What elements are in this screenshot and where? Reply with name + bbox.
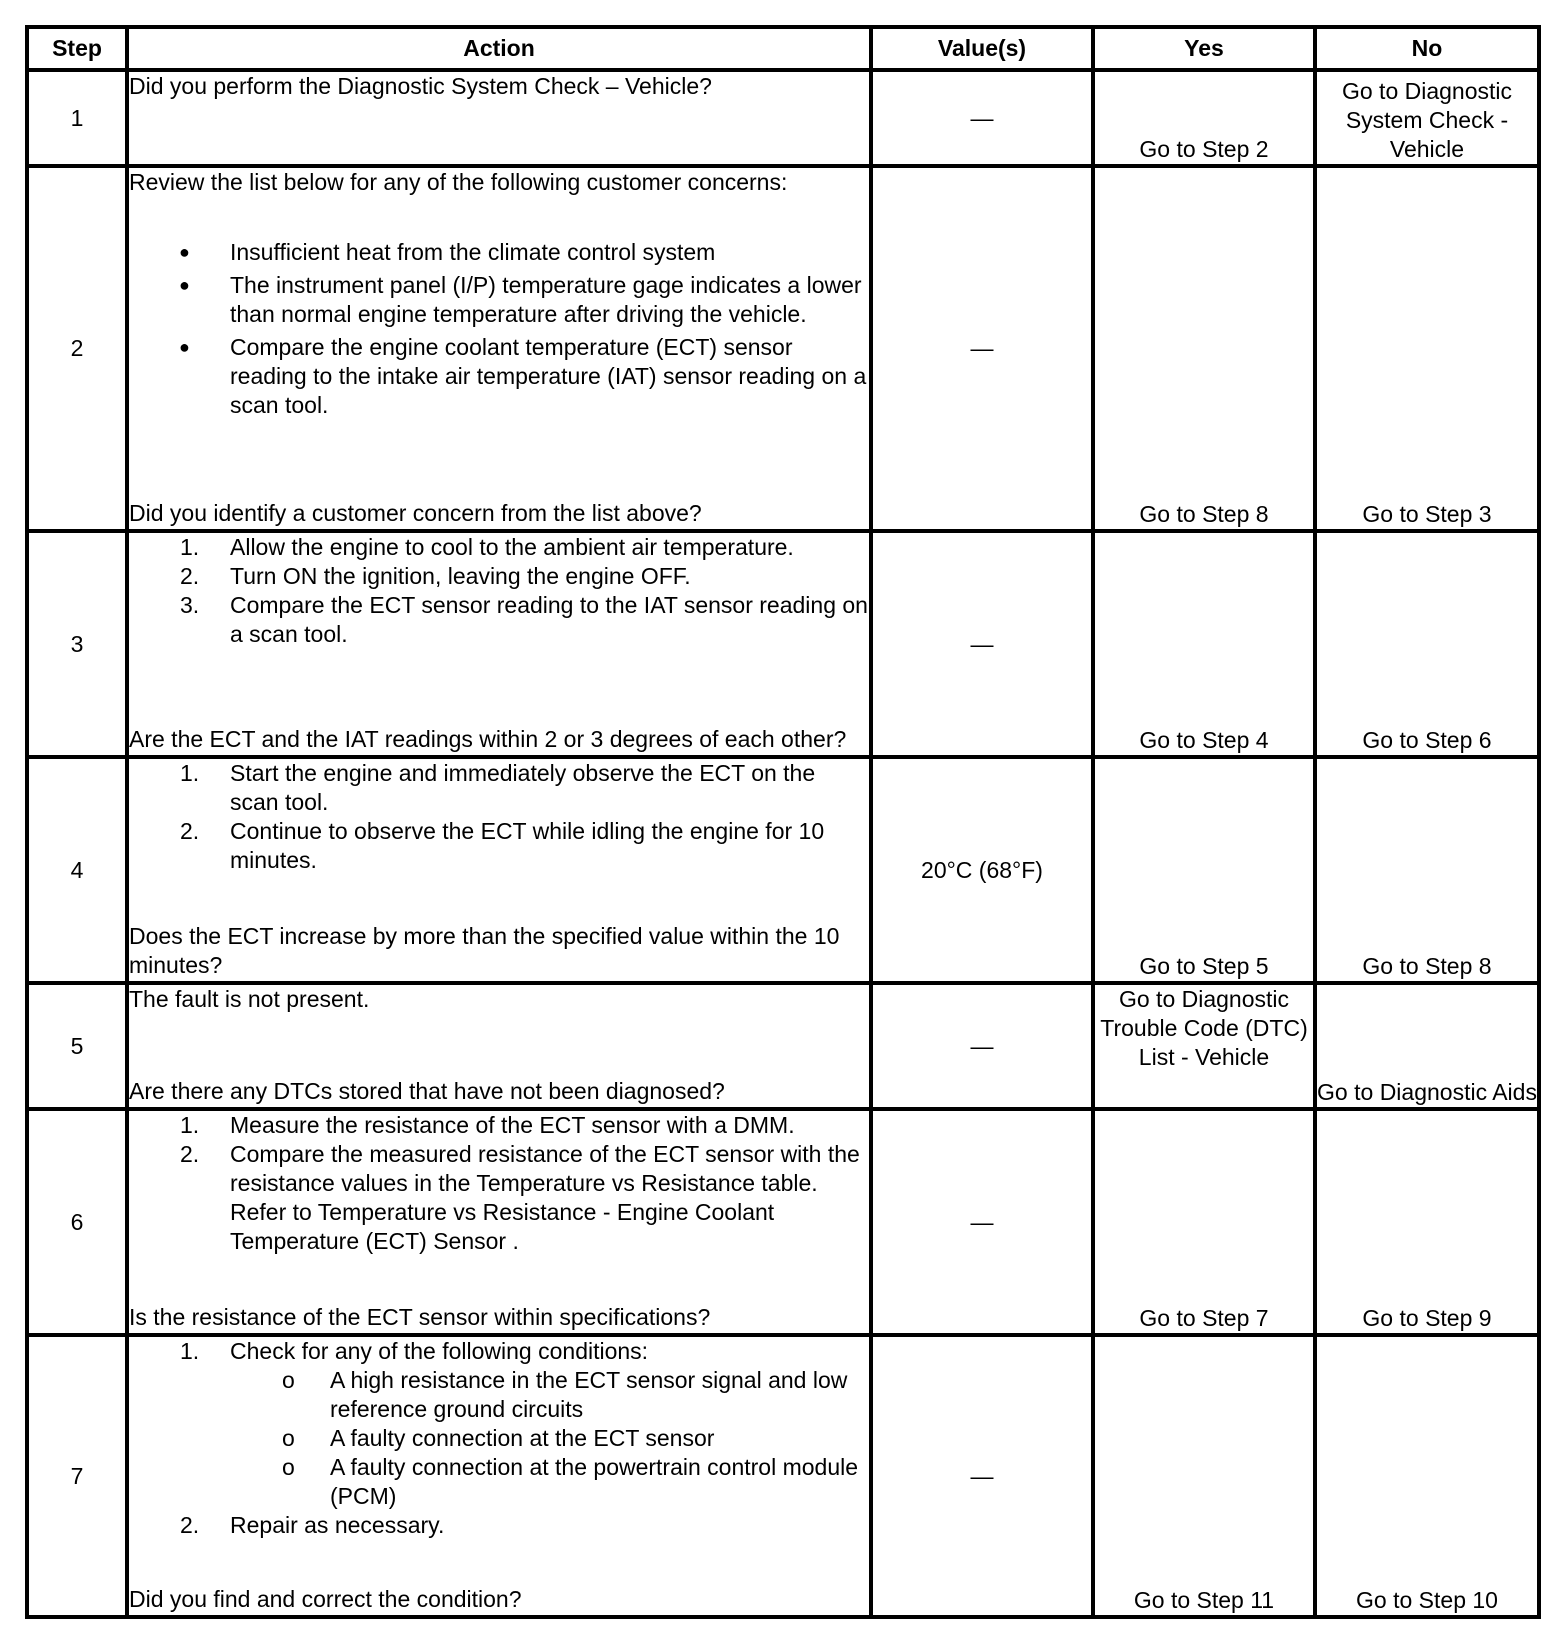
value-cell: 20°C (68°F) <box>871 757 1093 983</box>
diagnostic-table <box>25 25 1541 1619</box>
action-cell <box>127 70 871 166</box>
procedure-list <box>129 1337 869 1540</box>
procedure-list <box>129 759 869 875</box>
list-item: 2. Turn ON the ignition, leaving the engine OFF. <box>180 563 691 589</box>
list-item: 2. Compare the measured resistance of the ECT sensor with the resistance values in the Temperature vs Resistance table. Refer to Temperature vs Resistance - Engine Coolant Temperature (ECT) Sensor . <box>180 1141 860 1254</box>
yes-cell: Go to Step 8 <box>1093 166 1315 531</box>
step-number: 1 <box>27 70 127 166</box>
table-row-step-7 <box>27 1335 1539 1617</box>
list-item: o A faulty connection at the ECT sensor <box>230 1424 869 1453</box>
no-cell: Go to Diagnostic System Check - Vehicle <box>1315 70 1539 166</box>
action-intro: Review the list below for any of the following customer concerns: <box>129 169 788 195</box>
step-number: 4 <box>27 757 127 983</box>
action-cell <box>127 757 871 983</box>
table-row-step-1 <box>27 70 1539 166</box>
list-item: 1. Check for any of the following conditions: o A high resistance in the ECT sensor signal and low reference ground circuits o A faulty connection at the ECT sensor o A faulty connection at the powertrain control module (PCM) <box>129 1337 869 1511</box>
no-cell: Go to Step 3 <box>1315 166 1539 531</box>
action-question: Is the resistance of the ECT sensor within specifications? <box>129 1304 711 1330</box>
procedure-list <box>129 1111 869 1256</box>
table-row-step-3 <box>27 531 1539 757</box>
no-cell: Go to Step 10 <box>1315 1335 1539 1617</box>
list-item: 2. Continue to observe the ECT while idling the engine for 10 minutes. <box>180 818 825 873</box>
action-question: Did you perform the Diagnostic System Check – Vehicle? <box>129 73 712 99</box>
list-item: 2. Repair as necessary. <box>180 1512 445 1538</box>
action-question: Does the ECT increase by more than the specified value within the 10 minutes? <box>129 923 840 978</box>
list-item: 1. Start the engine and immediately observe the ECT on the scan tool. <box>180 760 816 815</box>
no-cell: Go to Step 8 <box>1315 757 1539 983</box>
list-item: ● The instrument panel (I/P) temperature gage indicates a lower than normal engine temperature after driving the vehicle. <box>129 271 869 329</box>
yes-cell: Go to Step 7 <box>1093 1109 1315 1335</box>
table-row-step-5 <box>27 983 1539 1109</box>
header-step: Step <box>27 27 127 70</box>
action-cell <box>127 1335 871 1617</box>
no-cell: Go to Step 9 <box>1315 1109 1539 1335</box>
list-item: 1. Allow the engine to cool to the ambient air temperature. <box>180 534 794 560</box>
no-cell: Go to Step 6 <box>1315 531 1539 757</box>
action-question: Are the ECT and the IAT readings within 2 or 3 degrees of each other? <box>129 726 847 752</box>
action-intro: The fault is not present. <box>129 986 370 1012</box>
step-number: 2 <box>27 166 127 531</box>
yes-cell: Go to Step 2 <box>1093 70 1315 166</box>
action-cell <box>127 1109 871 1335</box>
table-row-step-4 <box>27 757 1539 983</box>
list-item: ● Compare the engine coolant temperature (ECT) sensor reading to the intake air temperature (IAT) sensor reading on a scan tool. <box>129 333 869 420</box>
concern-list <box>129 238 869 420</box>
value-cell: — <box>871 1109 1093 1335</box>
action-cell <box>127 166 871 531</box>
action-cell <box>127 983 871 1109</box>
step-number: 6 <box>27 1109 127 1335</box>
step-number: 7 <box>27 1335 127 1617</box>
action-question: Are there any DTCs stored that have not been diagnosed? <box>129 1078 725 1104</box>
list-item: o A faulty connection at the powertrain control module (PCM) <box>230 1453 869 1511</box>
value-cell: — <box>871 1335 1093 1617</box>
list-item: ● Insufficient heat from the climate control system <box>129 238 869 267</box>
header-action: Action <box>127 27 871 70</box>
procedure-list <box>129 533 869 649</box>
yes-cell: Go to Step 4 <box>1093 531 1315 757</box>
yes-cell: Go to Step 11 <box>1093 1335 1315 1617</box>
value-cell: — <box>871 531 1093 757</box>
value-cell: — <box>871 983 1093 1109</box>
value-cell: — <box>871 166 1093 531</box>
no-cell: Go to Diagnostic Aids <box>1315 983 1539 1109</box>
header-row <box>27 27 1539 70</box>
yes-cell: Go to Step 5 <box>1093 757 1315 983</box>
value-cell: — <box>871 70 1093 166</box>
step-number: 5 <box>27 983 127 1109</box>
table-row-step-2 <box>27 166 1539 531</box>
list-item: o A high resistance in the ECT sensor signal and low reference ground circuits <box>230 1366 869 1424</box>
step-number: 3 <box>27 531 127 757</box>
header-values: Value(s) <box>871 27 1093 70</box>
table-row-step-6 <box>27 1109 1539 1335</box>
list-item: 3. Compare the ECT sensor reading to the IAT sensor reading on a scan tool. <box>180 592 868 647</box>
condition-sublist <box>230 1366 869 1511</box>
yes-cell: Go to Diagnostic Trouble Code (DTC) List - Vehicle <box>1093 983 1315 1109</box>
header-yes: Yes <box>1093 27 1315 70</box>
action-question: Did you identify a customer concern from the list above? <box>129 500 702 526</box>
list-item: 1. Measure the resistance of the ECT sensor with a DMM. <box>180 1112 795 1138</box>
header-no: No <box>1315 27 1539 70</box>
action-question: Did you find and correct the condition? <box>129 1586 522 1612</box>
action-cell <box>127 531 871 757</box>
